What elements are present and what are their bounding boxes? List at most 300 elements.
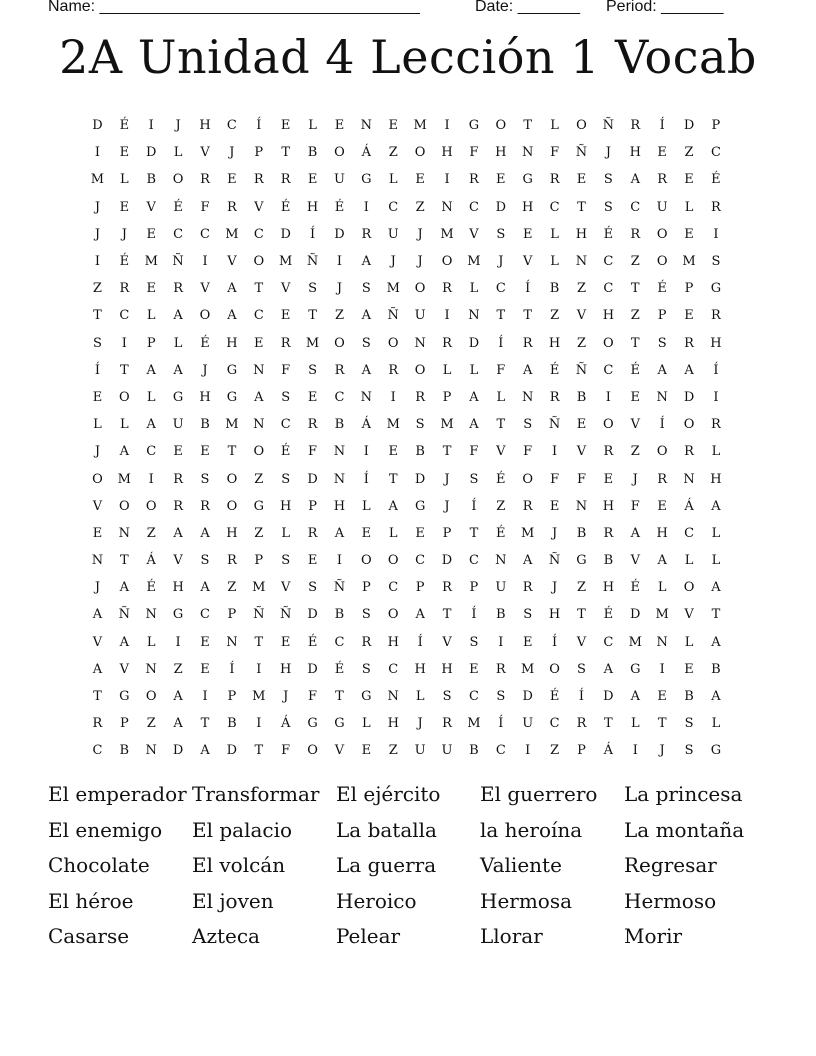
grid-letter[interactable]: Z: [630, 444, 640, 460]
grid-letter[interactable]: C: [388, 580, 399, 596]
grid-letter[interactable]: I: [336, 254, 343, 270]
grid-letter[interactable]: A: [146, 362, 156, 378]
grid-letter[interactable]: H: [226, 525, 238, 541]
grid-letter[interactable]: Z: [550, 308, 560, 324]
grid-letter[interactable]: R: [442, 580, 452, 596]
grid-letter[interactable]: L: [388, 525, 398, 541]
grid-letter[interactable]: É: [549, 689, 560, 705]
grid-letter[interactable]: L: [388, 172, 398, 188]
grid-letter[interactable]: M: [386, 417, 400, 433]
grid-letter[interactable]: T: [577, 607, 586, 623]
grid-letter[interactable]: A: [657, 362, 667, 378]
grid-letter[interactable]: F: [550, 145, 560, 161]
grid-letter[interactable]: O: [199, 308, 211, 324]
grid-letter[interactable]: I: [256, 661, 262, 677]
grid-letter[interactable]: B: [469, 743, 479, 759]
grid-letter[interactable]: Z: [227, 580, 237, 596]
grid-letter[interactable]: R: [711, 199, 721, 215]
grid-letter[interactable]: R: [442, 716, 452, 732]
grid-letter[interactable]: S: [603, 172, 613, 188]
grid-letter[interactable]: L: [308, 118, 317, 134]
grid-letter[interactable]: C: [603, 634, 614, 650]
grid-letter[interactable]: E: [522, 226, 533, 242]
grid-letter[interactable]: J: [390, 254, 396, 270]
grid-letter[interactable]: F: [281, 362, 291, 378]
grid-letter[interactable]: D: [307, 661, 318, 677]
grid-letter[interactable]: J: [229, 145, 235, 161]
grid-letter[interactable]: T: [442, 607, 452, 623]
grid-letter[interactable]: A: [227, 308, 237, 324]
grid-letter[interactable]: R: [684, 444, 694, 460]
grid-letter[interactable]: G: [576, 553, 587, 569]
grid-letter[interactable]: R: [630, 118, 641, 134]
grid-letter[interactable]: E: [307, 389, 318, 405]
grid-letter[interactable]: Á: [603, 743, 614, 759]
grid-letter[interactable]: H: [710, 335, 722, 351]
grid-letter[interactable]: E: [603, 471, 614, 487]
grid-letter[interactable]: H: [172, 580, 184, 596]
grid-letter[interactable]: L: [496, 389, 506, 405]
grid-letter[interactable]: H: [226, 335, 238, 351]
grid-letter[interactable]: D: [603, 689, 614, 705]
grid-letter[interactable]: C: [280, 417, 291, 433]
grid-letter[interactable]: T: [254, 743, 264, 759]
grid-letter[interactable]: A: [173, 716, 183, 732]
grid-letter[interactable]: P: [119, 716, 129, 732]
grid-letter[interactable]: C: [119, 308, 130, 324]
grid-letter[interactable]: Ñ: [602, 118, 615, 134]
grid-letter[interactable]: L: [93, 417, 102, 433]
grid-letter[interactable]: C: [146, 444, 157, 460]
grid-letter[interactable]: A: [523, 553, 533, 569]
grid-letter[interactable]: U: [414, 308, 426, 324]
grid-letter[interactable]: C: [495, 743, 506, 759]
grid-letter[interactable]: D: [307, 471, 318, 487]
grid-letter[interactable]: A: [361, 362, 372, 378]
grid-letter[interactable]: B: [119, 743, 130, 759]
grid-letter[interactable]: V: [92, 498, 103, 514]
grid-letter[interactable]: L: [173, 335, 183, 351]
grid-letter[interactable]: E: [684, 308, 694, 324]
grid-letter[interactable]: G: [361, 689, 372, 705]
grid-letter[interactable]: B: [227, 716, 237, 732]
grid-letter[interactable]: H: [199, 389, 211, 405]
grid-letter[interactable]: T: [388, 471, 398, 487]
grid-letter[interactable]: B: [200, 417, 210, 433]
grid-letter[interactable]: H: [548, 607, 561, 623]
grid-letter[interactable]: E: [388, 444, 398, 460]
grid-letter[interactable]: G: [172, 389, 184, 405]
grid-letter[interactable]: Í: [471, 607, 477, 623]
grid-letter[interactable]: Z: [254, 471, 264, 487]
grid-letter[interactable]: E: [361, 525, 372, 541]
grid-letter[interactable]: L: [362, 716, 371, 732]
grid-letter[interactable]: H: [575, 226, 588, 242]
grid-letter[interactable]: E: [576, 417, 587, 433]
grid-letter[interactable]: É: [173, 199, 183, 215]
grid-letter[interactable]: G: [226, 362, 238, 378]
grid-letter[interactable]: O: [172, 172, 184, 188]
grid-letter[interactable]: J: [94, 199, 101, 215]
grid-letter[interactable]: É: [334, 199, 345, 215]
grid-letter[interactable]: A: [200, 743, 210, 759]
grid-letter[interactable]: É: [496, 525, 506, 541]
grid-letter[interactable]: E: [173, 444, 183, 460]
grid-letter[interactable]: R: [522, 580, 533, 596]
grid-letter[interactable]: Í: [578, 689, 585, 705]
grid-letter[interactable]: N: [683, 471, 695, 487]
grid-letter[interactable]: I: [148, 471, 154, 487]
grid-letter[interactable]: F: [496, 362, 506, 378]
grid-letter[interactable]: É: [280, 444, 291, 460]
grid-letter[interactable]: Ñ: [118, 607, 131, 623]
grid-letter[interactable]: A: [92, 661, 103, 677]
grid-letter[interactable]: B: [711, 661, 721, 677]
grid-letter[interactable]: P: [415, 580, 425, 596]
grid-letter[interactable]: V: [146, 199, 156, 215]
grid-letter[interactable]: I: [363, 444, 369, 460]
grid-letter[interactable]: I: [444, 308, 450, 324]
grid-letter[interactable]: A: [173, 362, 183, 378]
grid-letter[interactable]: E: [657, 145, 667, 161]
grid-letter[interactable]: M: [279, 254, 293, 270]
grid-letter[interactable]: D: [334, 226, 345, 242]
grid-letter[interactable]: T: [335, 689, 344, 705]
grid-letter[interactable]: G: [307, 716, 318, 732]
grid-letter[interactable]: L: [657, 580, 667, 596]
grid-letter[interactable]: S: [496, 689, 506, 705]
grid-letter[interactable]: P: [657, 308, 667, 324]
grid-letter[interactable]: S: [200, 471, 210, 487]
grid-letter[interactable]: N: [91, 553, 104, 569]
grid-letter[interactable]: I: [659, 661, 665, 677]
grid-letter[interactable]: J: [175, 118, 181, 134]
grid-letter[interactable]: Z: [388, 743, 398, 759]
grid-letter[interactable]: C: [334, 389, 345, 405]
grid-letter[interactable]: É: [200, 335, 210, 351]
grid-letter[interactable]: C: [495, 281, 506, 297]
grid-letter[interactable]: R: [200, 498, 210, 514]
grid-letter[interactable]: N: [575, 254, 588, 270]
grid-letter[interactable]: S: [496, 226, 506, 242]
grid-letter[interactable]: T: [120, 362, 129, 378]
grid-letter[interactable]: M: [225, 226, 239, 242]
grid-letter[interactable]: Z: [334, 308, 344, 324]
grid-letter[interactable]: E: [280, 634, 291, 650]
grid-letter[interactable]: S: [469, 471, 479, 487]
grid-letter[interactable]: É: [711, 172, 721, 188]
grid-letter[interactable]: L: [442, 362, 452, 378]
grid-letter[interactable]: L: [711, 525, 721, 541]
grid-letter[interactable]: R: [522, 498, 533, 514]
grid-letter[interactable]: É: [119, 118, 130, 134]
grid-letter[interactable]: I: [552, 444, 558, 460]
grid-letter[interactable]: U: [333, 172, 345, 188]
grid-letter[interactable]: O: [549, 661, 560, 677]
grid-letter[interactable]: S: [308, 281, 318, 297]
grid-letter[interactable]: M: [440, 417, 454, 433]
grid-letter[interactable]: O: [603, 417, 614, 433]
grid-letter[interactable]: O: [226, 471, 238, 487]
grid-letter[interactable]: S: [361, 281, 371, 297]
grid-letter[interactable]: Z: [576, 580, 586, 596]
grid-letter[interactable]: I: [713, 389, 719, 405]
grid-letter[interactable]: D: [522, 689, 533, 705]
grid-letter[interactable]: N: [414, 335, 426, 351]
grid-letter[interactable]: H: [387, 634, 399, 650]
grid-letter[interactable]: A: [603, 661, 614, 677]
grid-letter[interactable]: É: [307, 634, 318, 650]
grid-letter[interactable]: P: [254, 145, 264, 161]
grid-letter[interactable]: C: [684, 525, 695, 541]
grid-letter[interactable]: O: [387, 553, 399, 569]
grid-letter[interactable]: I: [498, 634, 504, 650]
grid-letter[interactable]: N: [145, 607, 157, 623]
grid-letter[interactable]: S: [523, 607, 533, 623]
grid-letter[interactable]: U: [441, 743, 453, 759]
grid-letter[interactable]: D: [172, 743, 184, 759]
grid-letter[interactable]: Í: [256, 118, 262, 134]
grid-letter[interactable]: V: [684, 607, 694, 623]
period-field[interactable]: Period: _______: [606, 0, 724, 15]
grid-letter[interactable]: A: [711, 498, 721, 514]
grid-letter[interactable]: M: [252, 689, 266, 705]
grid-letter[interactable]: I: [605, 389, 611, 405]
grid-letter[interactable]: J: [417, 716, 423, 732]
grid-letter[interactable]: I: [94, 145, 101, 161]
grid-letter[interactable]: T: [711, 607, 721, 623]
grid-letter[interactable]: V: [119, 661, 130, 677]
grid-letter[interactable]: V: [200, 145, 210, 161]
grid-letter[interactable]: T: [523, 118, 533, 134]
grid-letter[interactable]: Z: [254, 525, 264, 541]
grid-letter[interactable]: G: [630, 661, 641, 677]
grid-letter[interactable]: I: [94, 254, 101, 270]
grid-letter[interactable]: D: [280, 226, 291, 242]
grid-letter[interactable]: V: [280, 580, 291, 596]
grid-letter[interactable]: B: [603, 553, 614, 569]
grid-letter[interactable]: Í: [363, 471, 369, 487]
grid-letter[interactable]: C: [603, 362, 614, 378]
grid-letter[interactable]: H: [306, 199, 319, 215]
grid-letter[interactable]: Z: [388, 145, 398, 161]
grid-letter[interactable]: Í: [310, 226, 316, 242]
grid-letter[interactable]: Z: [630, 254, 640, 270]
grid-letter[interactable]: O: [119, 389, 130, 405]
grid-letter[interactable]: C: [253, 226, 264, 242]
grid-letter[interactable]: S: [442, 689, 452, 705]
grid-letter[interactable]: P: [711, 118, 721, 134]
grid-letter[interactable]: L: [550, 226, 559, 242]
grid-letter[interactable]: O: [683, 417, 695, 433]
grid-letter[interactable]: E: [334, 118, 345, 134]
grid-letter[interactable]: J: [444, 471, 450, 487]
grid-letter[interactable]: A: [361, 254, 372, 270]
grid-letter[interactable]: L: [146, 308, 156, 324]
grid-letter[interactable]: E: [657, 689, 667, 705]
grid-letter[interactable]: O: [495, 118, 507, 134]
grid-letter[interactable]: Z: [415, 199, 425, 215]
grid-letter[interactable]: B: [684, 689, 694, 705]
grid-letter[interactable]: S: [200, 553, 210, 569]
grid-letter[interactable]: É: [146, 580, 156, 596]
grid-letter[interactable]: Ñ: [548, 553, 561, 569]
grid-letter[interactable]: O: [145, 498, 157, 514]
grid-letter[interactable]: M: [413, 118, 427, 134]
grid-letter[interactable]: O: [253, 254, 265, 270]
grid-letter[interactable]: T: [630, 335, 640, 351]
grid-letter[interactable]: N: [360, 389, 373, 405]
grid-letter[interactable]: H: [414, 661, 426, 677]
grid-letter[interactable]: G: [710, 743, 722, 759]
grid-letter[interactable]: Z: [496, 498, 506, 514]
grid-letter[interactable]: O: [307, 743, 318, 759]
grid-letter[interactable]: R: [711, 308, 721, 324]
grid-letter[interactable]: T: [469, 525, 479, 541]
grid-letter[interactable]: I: [202, 254, 208, 270]
grid-letter[interactable]: T: [281, 145, 291, 161]
grid-letter[interactable]: J: [659, 743, 665, 759]
grid-letter[interactable]: D: [630, 607, 641, 623]
grid-letter[interactable]: A: [630, 525, 640, 541]
grid-letter[interactable]: O: [522, 471, 534, 487]
grid-letter[interactable]: A: [711, 580, 721, 596]
grid-letter[interactable]: V: [630, 553, 640, 569]
grid-letter[interactable]: S: [577, 661, 586, 677]
grid-letter[interactable]: S: [281, 471, 291, 487]
grid-letter[interactable]: D: [683, 389, 695, 405]
grid-letter[interactable]: E: [576, 172, 587, 188]
grid-letter[interactable]: N: [522, 389, 534, 405]
grid-letter[interactable]: Í: [659, 417, 665, 433]
grid-letter[interactable]: Í: [659, 118, 665, 134]
grid-letter[interactable]: D: [307, 607, 318, 623]
grid-letter[interactable]: T: [604, 716, 613, 732]
grid-letter[interactable]: S: [711, 254, 721, 270]
grid-letter[interactable]: R: [442, 335, 452, 351]
grid-letter[interactable]: B: [334, 607, 345, 623]
grid-letter[interactable]: Z: [576, 281, 586, 297]
grid-letter[interactable]: A: [334, 525, 345, 541]
grid-letter[interactable]: V: [442, 634, 452, 650]
grid-letter[interactable]: F: [308, 444, 318, 460]
grid-letter[interactable]: C: [92, 743, 103, 759]
grid-letter[interactable]: P: [469, 580, 479, 596]
grid-letter[interactable]: L: [711, 716, 721, 732]
grid-letter[interactable]: A: [711, 634, 721, 650]
grid-letter[interactable]: O: [92, 471, 103, 487]
grid-letter[interactable]: Í: [525, 281, 531, 297]
grid-letter[interactable]: I: [713, 226, 719, 242]
grid-letter[interactable]: H: [602, 308, 615, 324]
grid-letter[interactable]: H: [387, 716, 399, 732]
grid-letter[interactable]: N: [468, 308, 480, 324]
grid-letter[interactable]: R: [307, 417, 318, 433]
grid-letter[interactable]: L: [362, 498, 371, 514]
grid-letter[interactable]: L: [469, 281, 479, 297]
grid-letter[interactable]: V: [576, 444, 587, 460]
grid-letter[interactable]: T: [93, 689, 102, 705]
grid-letter[interactable]: S: [361, 335, 371, 351]
grid-letter[interactable]: É: [496, 471, 506, 487]
grid-letter[interactable]: E: [119, 145, 130, 161]
grid-letter[interactable]: E: [684, 226, 694, 242]
grid-letter[interactable]: E: [657, 498, 667, 514]
grid-letter[interactable]: U: [414, 743, 426, 759]
grid-letter[interactable]: I: [632, 743, 638, 759]
grid-letter[interactable]: N: [522, 145, 534, 161]
grid-letter[interactable]: E: [280, 118, 291, 134]
grid-letter[interactable]: E: [119, 199, 130, 215]
grid-letter[interactable]: E: [549, 498, 560, 514]
grid-letter[interactable]: L: [550, 118, 559, 134]
grid-letter[interactable]: S: [469, 634, 479, 650]
grid-letter[interactable]: N: [118, 525, 131, 541]
grid-letter[interactable]: O: [145, 689, 157, 705]
grid-letter[interactable]: É: [603, 226, 614, 242]
grid-letter[interactable]: E: [522, 634, 533, 650]
grid-letter[interactable]: E: [469, 661, 479, 677]
grid-letter[interactable]: T: [254, 634, 264, 650]
grid-letter[interactable]: O: [226, 498, 238, 514]
grid-letter[interactable]: A: [657, 553, 667, 569]
grid-letter[interactable]: R: [415, 389, 426, 405]
grid-letter[interactable]: E: [496, 172, 506, 188]
grid-letter[interactable]: É: [334, 661, 345, 677]
grid-letter[interactable]: O: [414, 281, 426, 297]
grid-letter[interactable]: N: [387, 689, 399, 705]
grid-letter[interactable]: M: [682, 254, 696, 270]
grid-letter[interactable]: Z: [146, 525, 156, 541]
grid-letter[interactable]: B: [576, 389, 587, 405]
grid-letter[interactable]: I: [444, 172, 450, 188]
grid-letter[interactable]: M: [521, 661, 535, 677]
grid-letter[interactable]: S: [308, 580, 318, 596]
grid-letter[interactable]: A: [630, 689, 640, 705]
grid-letter[interactable]: Í: [229, 661, 235, 677]
grid-letter[interactable]: M: [117, 471, 131, 487]
grid-letter[interactable]: C: [200, 226, 210, 242]
grid-letter[interactable]: E: [280, 308, 291, 324]
grid-letter[interactable]: A: [711, 689, 721, 705]
grid-letter[interactable]: R: [549, 172, 560, 188]
grid-letter[interactable]: F: [576, 471, 586, 487]
grid-letter[interactable]: L: [146, 389, 156, 405]
grid-letter[interactable]: D: [414, 471, 426, 487]
grid-letter[interactable]: S: [281, 553, 291, 569]
grid-letter[interactable]: F: [630, 498, 640, 514]
grid-letter[interactable]: M: [467, 254, 481, 270]
grid-letter[interactable]: V: [523, 254, 533, 270]
grid-letter[interactable]: E: [684, 172, 694, 188]
grid-letter[interactable]: V: [227, 254, 237, 270]
grid-letter[interactable]: M: [467, 716, 481, 732]
grid-letter[interactable]: Í: [498, 335, 504, 351]
grid-letter[interactable]: O: [656, 444, 668, 460]
grid-letter[interactable]: I: [121, 335, 127, 351]
grid-letter[interactable]: E: [146, 281, 156, 297]
grid-letter[interactable]: P: [442, 525, 452, 541]
grid-letter[interactable]: O: [334, 335, 345, 351]
grid-letter[interactable]: V: [200, 281, 210, 297]
grid-letter[interactable]: N: [575, 498, 588, 514]
grid-letter[interactable]: É: [280, 199, 291, 215]
grid-letter[interactable]: A: [684, 362, 694, 378]
grid-letter[interactable]: Ñ: [253, 607, 265, 623]
grid-letter[interactable]: J: [551, 580, 558, 596]
grid-letter[interactable]: R: [253, 172, 264, 188]
grid-letter[interactable]: V: [173, 553, 183, 569]
